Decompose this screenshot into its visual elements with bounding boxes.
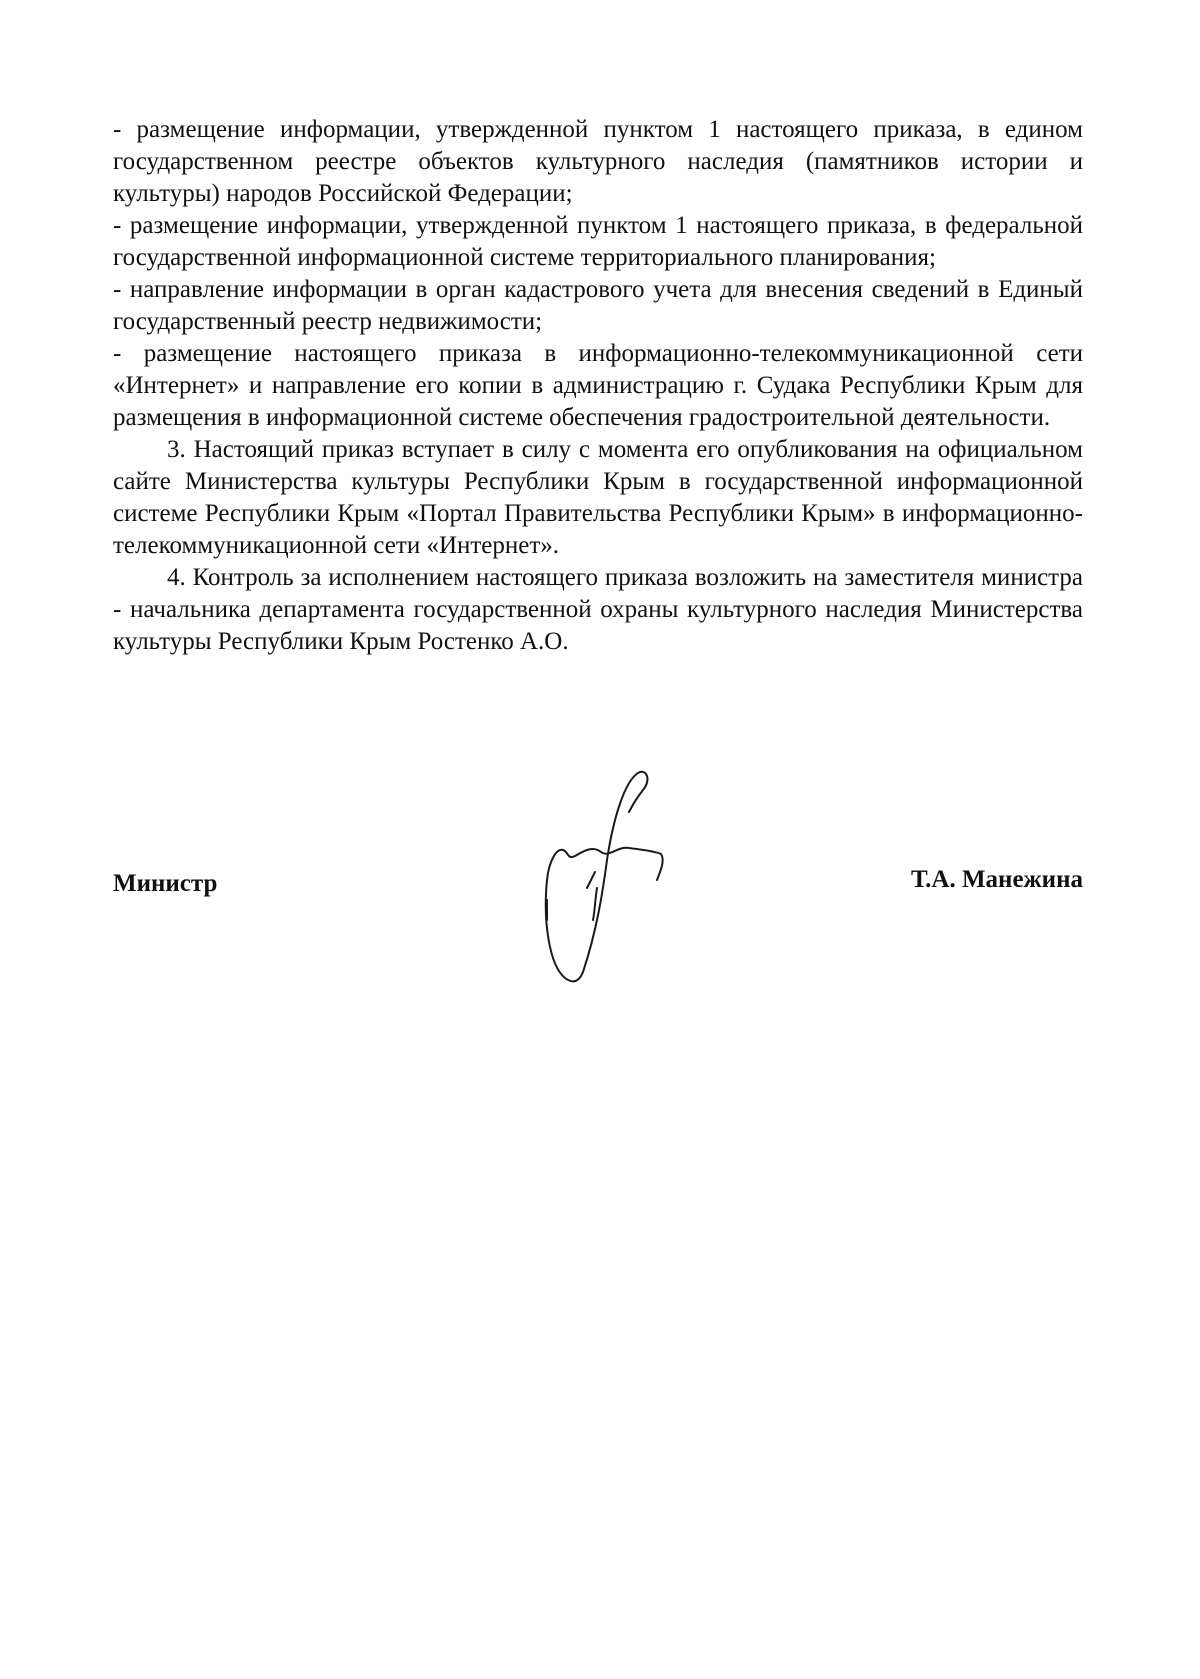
paragraph-item-3: 3. Настоящий приказ вступает в силу с момента его опубликования на официальном сайте Министерства культуры Республики Крым в государственной информационной системе Республики Крым «Портал Правительства Республики Крым» в информационно-телекоммуникационной сети «Интернет». (113, 436, 1083, 559)
signatory-name: Т.А. Манежина (910, 866, 1083, 893)
paragraph-internet-publication: - размещение настоящего приказа в информационно-телекоммуникационной сети «Интернет» и направление его копии в администрацию г. Судака Республики Крым для размещения в информационной системе обеспечения градостроительной деятельности. (113, 340, 1083, 431)
paragraph-registry: - размещение информации, утвержденной пунктом 1 настоящего приказа, в едином государственном реестре объектов культурного наследия (памятников истории и культуры) народов Российской Федерации; (113, 116, 1083, 207)
paragraph-planning-system: - размещение информации, утвержденной пунктом 1 настоящего приказа, в федеральной государственной информационной системе территориального планирования; (113, 212, 1083, 271)
document-body (113, 114, 1083, 658)
paragraph-item-4: 4. Контроль за исполнением настоящего приказа возложить на заместителя министра - начальника департамента государственной охраны культурного наследия Министерства культуры Республики Крым Ростенко А.О. (113, 564, 1083, 655)
signatory-title: Министр (113, 870, 218, 897)
paragraph-cadastre: - направление информации в орган кадастрового учета для внесения сведений в Единый государственный реестр недвижимости; (113, 276, 1083, 335)
handwritten-signature (535, 760, 715, 1000)
